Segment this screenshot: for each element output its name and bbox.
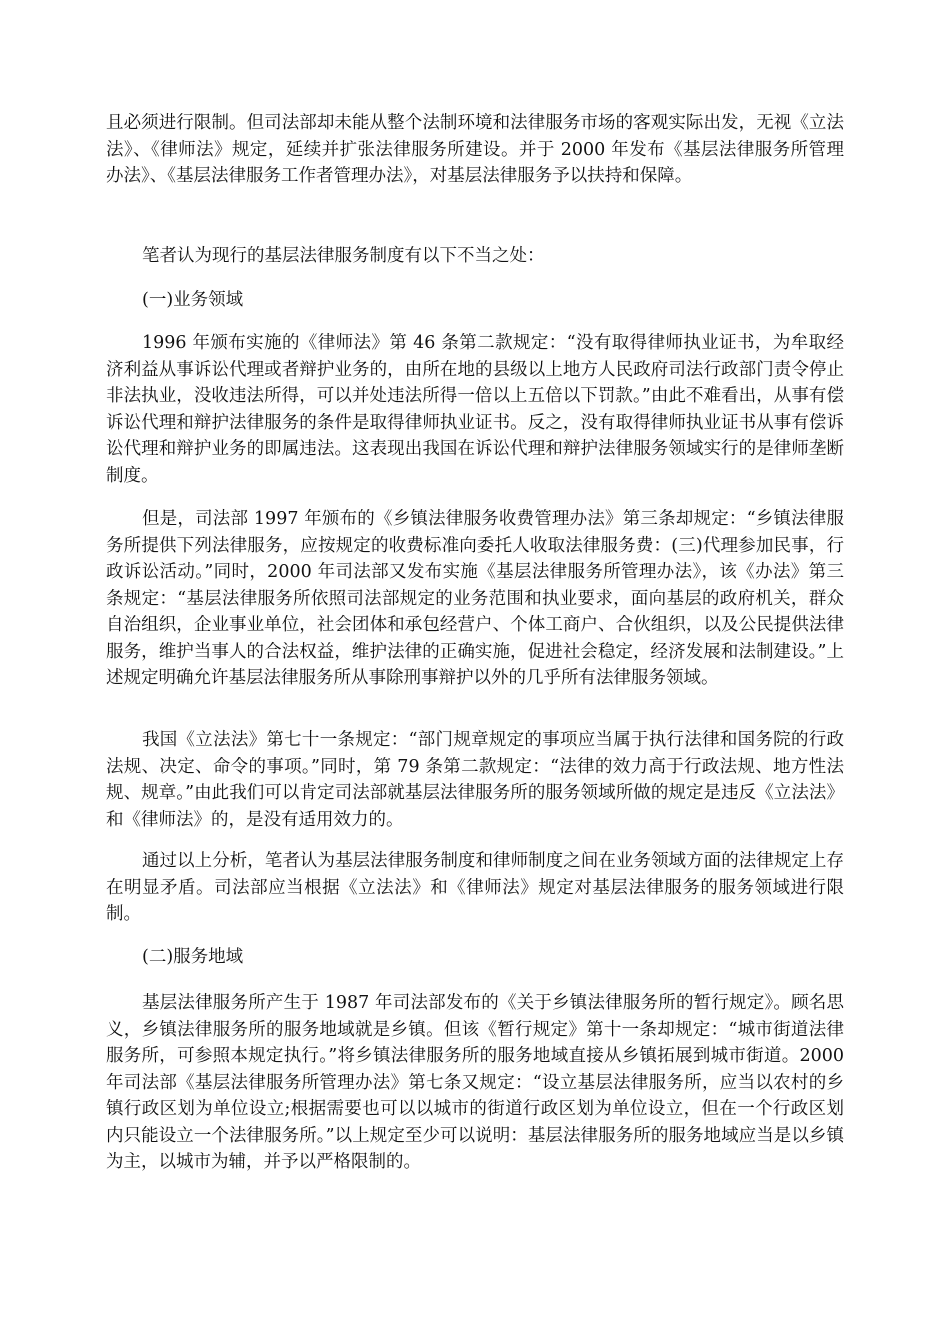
section-heading-business-scope: (一)业务领域 xyxy=(142,290,244,310)
paragraph-analysis: 通过以上分析，笔者认为基层法律服务制度和律师制度之间在业务领域方面的法律规定上存在明显矛盾。司法部应当根据《立法法》和《律师法》规定对基层法律服务的服务领域进行限制。 xyxy=(106,851,844,924)
paragraph-lawyers-law: 1996 年颁布实施的《律师法》第 46 条第二款规定：“没有取得律师执业证书，为牟取经济利益从事诉讼代理或者辩护业务的，由所在地的县级以上地方人民政府司法行政部门责令停止非法执业，没收违法所得，可以并处违法所得一倍以上五倍以下罚款。”由此不难看出，从事有偿诉讼代理和辩护法律服务的条件是取得律师执业证书。反之，没有取得律师执业证书从事有偿诉讼代理和辩护业务的即属违法。这表现出我国在诉讼代理和辩护法律服务领域实行的是律师垄断制度。 xyxy=(106,333,844,486)
paragraph-continuation: 且必须进行限制。但司法部却未能从整个法制环境和法律服务市场的客观实际出发，无视《立法法》、《律师法》规定，延续并扩张法律服务所建设。并于 2000 年发布《基层法律服务所管理办法》、《基层法律服务工作者管理办法》，对基层法律服务予以扶持和保障。 xyxy=(106,113,844,186)
section-heading-service-area: (二)服务地域 xyxy=(142,947,244,967)
paragraph-ministry-rules: 但是，司法部 1997 年颁布的《乡镇法律服务收费管理办法》第三条却规定：“乡镇法律服务所提供下列法律服务，应按规定的收费标准向委托人收取法律服务费：(三)代理参加民事，行政诉讼活动。”同时，2000 年司法部又发布实施《基层法律服务所管理办法》，该《办法》第三条规定：“基层法律服务所依照司法部规定的业务范围和执业要求，面向基层的政府机关，群众自治组织，企业事业单位，社会团体和承包经营户、个体工商户、合伙组织，以及公民提供法律服务，维护当事人的合法权益，维护法律的正确实施，促进社会稳定，经济发展和法制建设。”上述规定明确允许基层法律服务所从事除刑事辩护以外的几乎所有法律服务领域。 xyxy=(106,509,844,688)
paragraph-service-area: 基层法律服务所产生于 1987 年司法部发布的《关于乡镇法律服务所的暂行规定》。顾名思义，乡镇法律服务所的服务地域就是乡镇。但该《暂行规定》第十一条却规定：“城市街道法律服务所，可参照本规定执行。”将乡镇法律服务所的服务地域直接从乡镇拓展到城市街道。2000 年司法部《基层法律服务所管理办法》第七条又规定：“设立基层法律服务所，应当以农村的乡镇行政区划为单位设立;根据需要也可以以城市的街道行政区划为单位设立，但在一个行政区划内只能设立一个法律服务所。”以上规定至少可以说明：基层法律服务所的服务地域应当是以乡镇为主，以城市为辅，并予以严格限制的。 xyxy=(106,993,844,1172)
paragraph-legislation-law: 我国《立法法》第七十一条规定：“部门规章规定的事项应当属于执行法律和国务院的行政法规、决定、命令的事项。”同时，第 79 条第二款规定：“法律的效力高于行政法规、地方性法规、规章。”由此我们可以肯定司法部就基层法律服务所的服务领域所做的规定是违反《立法法》和《律师法》的，是没有适用效力的。 xyxy=(106,730,844,830)
paragraph-intro: 笔者认为现行的基层法律服务制度有以下不当之处： xyxy=(142,246,545,266)
